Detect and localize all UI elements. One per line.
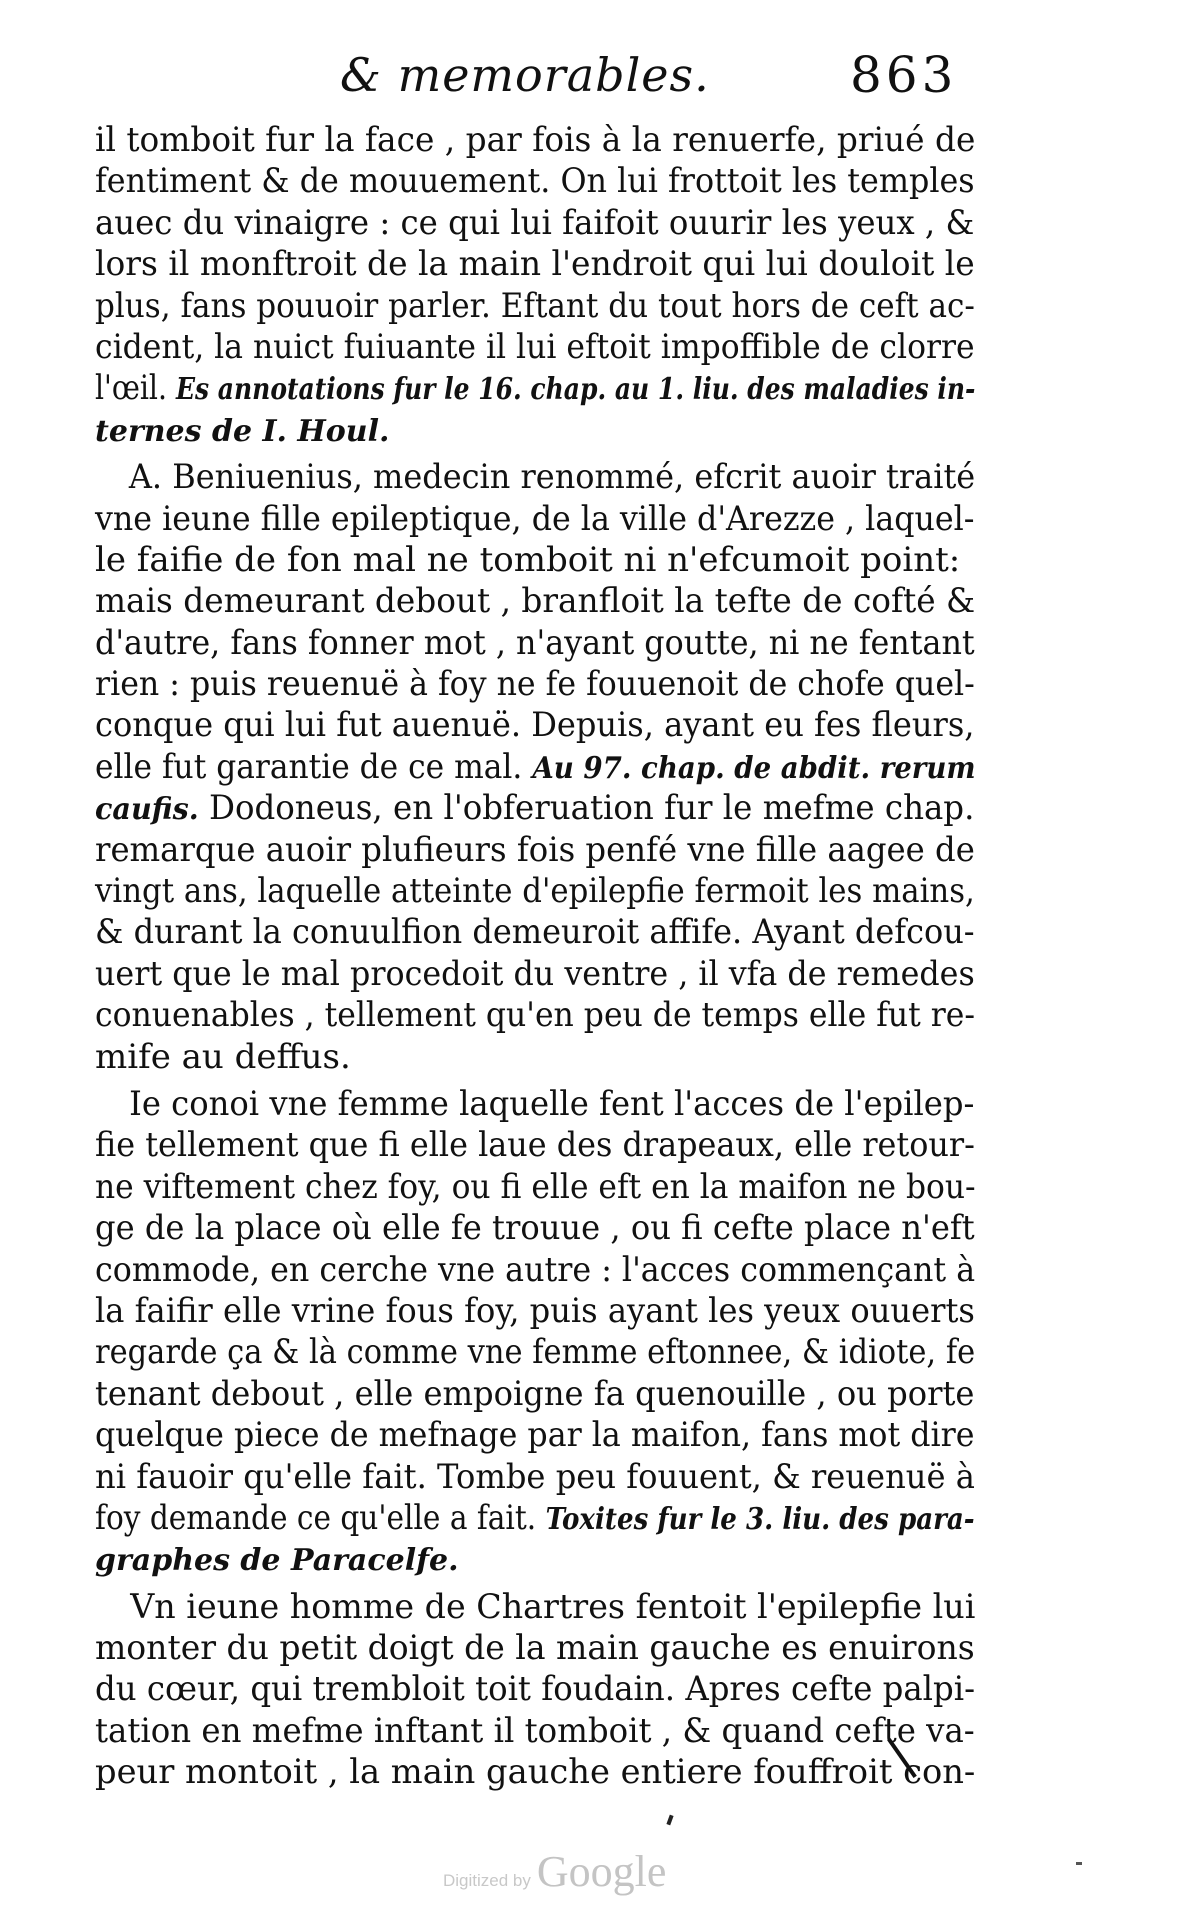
text-line [95, 1249, 976, 1291]
text-line [95, 953, 975, 995]
line-text: & durant la conuulfion demeuroit affife. Ayant defcou- [95, 912, 975, 953]
text-line [95, 244, 975, 285]
running-head: & memorables. [340, 48, 710, 102]
line-text: tenant debout , elle empoigne fa quenouille , ou porte [95, 1373, 975, 1414]
text-line [95, 581, 976, 622]
line-text: cident, la nuict fuiuante il lui eftoit impoffible de clorre [95, 326, 975, 367]
line-text: il tomboit fur la face , par fois à la renuerfe, priué de [95, 120, 976, 160]
paragraph [95, 120, 975, 451]
text-line [95, 664, 975, 705]
line-text: elle fut garantie de ce mal. [95, 746, 533, 787]
line-text: uert que le mal procedoit du ventre , il vfa de remedes [95, 953, 975, 994]
text-line [95, 1166, 976, 1208]
ink-dot-mark [666, 1815, 673, 1826]
line-text: monter du petit doigt de la main gauche es enuirons [95, 1628, 975, 1669]
line-text: mife au deffus. [95, 1036, 351, 1077]
line-text: A. Beniuenius, medecin renommé, efcrit auoir traité [128, 457, 976, 498]
line-text: commode, en cerche vne autre : l'acces commençant à [95, 1249, 976, 1290]
text-line [95, 1586, 976, 1628]
line-text: conque qui lui fut auenuë. Depuis, ayant eu fes fleurs, [95, 705, 975, 746]
text-line [95, 788, 975, 829]
paragraph [95, 457, 975, 1078]
line-text: du cœur, qui trembloit toit foudain. Apres cefte palpi- [95, 1669, 976, 1710]
line-text: auec du vinaigre : ce qui lui faifoit ouurir les yeux , & [95, 202, 975, 243]
text-line [95, 1539, 975, 1580]
text-line [95, 120, 976, 161]
citation-text: graphes de Paracelfe. [95, 1543, 459, 1579]
text-line [95, 622, 975, 664]
watermark-digitized-by: Digitized by [443, 1871, 531, 1890]
text-line [95, 746, 976, 788]
citation-text: Es annotations fur le 16. chap. au 1. liu. des maladies in- [175, 372, 976, 408]
text-line [95, 1373, 975, 1415]
text-line [95, 912, 975, 953]
line-text: remarque auoir plufieurs fois penfé vne fille aagee de [95, 829, 975, 870]
line-text: ge de la place où elle fe trouue , ou fi cefte place n'eft [95, 1208, 975, 1249]
paragraph [95, 1587, 975, 1794]
citation-text: Au 97. chap. de abdit. rerum [532, 750, 976, 786]
text-line [95, 540, 975, 581]
line-text: vne ieune fille epileptique, de la ville d'Arezze , laquel- [95, 498, 975, 539]
text-line [95, 1669, 976, 1710]
text-line [95, 1208, 975, 1249]
line-text: Dodoneus, en l'obferuation fur le mefme chap. [198, 788, 975, 829]
line-text: plus, fans pouuoir parler. Eftant du tout hors de ceft ac- [95, 285, 975, 326]
line-text: regarde ça & là comme vne femme eftonnee, & idiote, fe [95, 1332, 976, 1373]
text-line [95, 326, 975, 368]
line-text: fentiment & de mouuement. On lui frottoit les temples [95, 161, 975, 202]
text-line [95, 1332, 976, 1373]
paragraph [95, 1084, 975, 1581]
text-line [95, 1037, 975, 1078]
text-line [95, 1497, 975, 1539]
text-line [95, 457, 976, 498]
text-line [95, 1290, 975, 1332]
line-text: l'œil. [95, 368, 176, 409]
digitization-watermark [443, 1846, 666, 1897]
line-text: ni fauoir qu'elle fait. Tombe peu fouuent, & reuenuë à [95, 1456, 975, 1497]
google-logo: Google [536, 1847, 667, 1896]
line-text: quelque piece de mefnage par la maifon, fans mot dire [95, 1415, 975, 1456]
text-line [95, 1628, 975, 1669]
line-text: rien : puis reuenuë à foy ne fe fouuenoit de chofe quel- [95, 664, 975, 705]
text-line [95, 368, 976, 409]
text-line [95, 1456, 975, 1498]
text-line [95, 1710, 975, 1752]
line-text: Ie conoi vne femme laquelle fent l'acces de l'epilep- [129, 1083, 975, 1124]
line-text: mais demeurant debout , branfloit la tefte de cofté & [95, 581, 976, 622]
text-line [95, 995, 976, 1036]
line-text: fie tellement que fi elle laue des drapeaux, elle retour- [95, 1125, 975, 1166]
ink-dash-mark [1076, 1862, 1082, 1865]
page-header [0, 48, 1191, 118]
line-text: Vn ieune homme de Chartres fentoit l'epilepfie lui [130, 1586, 976, 1627]
line-text: peur montoit , la main gauche entiere fouffroit con- [95, 1752, 976, 1793]
line-text: lors il monftroit de la main l'endroit qui lui douloit le [95, 244, 975, 285]
text-line [95, 829, 975, 871]
text-line [95, 285, 975, 327]
line-text: d'autre, fans fonner mot , n'ayant goutte, ni ne fentant [95, 622, 975, 663]
text-line [95, 410, 975, 451]
page-number: 863 [850, 46, 958, 104]
line-text: le faifie de fon mal ne tomboit ni n'efcumoit point: [95, 539, 961, 580]
text-line [95, 1083, 975, 1125]
body-text [95, 120, 975, 1794]
citation-text: ternes de I. Houl. [95, 413, 390, 449]
text-line [95, 1125, 975, 1166]
text-line [95, 1752, 976, 1793]
text-line [95, 498, 975, 540]
text-line [95, 705, 975, 746]
text-line [95, 161, 975, 202]
citation-text: caufis. [95, 792, 199, 828]
line-text: conuenables , tellement qu'en peu de temps elle fut re- [95, 995, 976, 1036]
line-text: la faifir elle vrine fous foy, puis ayant les yeux ouuerts [95, 1290, 975, 1331]
text-line [95, 871, 975, 912]
line-text: ne viftement chez foy, ou fi elle eft en la maifon ne bou- [95, 1166, 976, 1207]
line-text: vingt ans, laquelle atteinte d'epilepfie fermoit les mains, [95, 871, 975, 912]
text-line [95, 202, 975, 244]
citation-text: Toxites fur le 3. liu. des para- [545, 1501, 975, 1537]
text-line [95, 1415, 975, 1456]
line-text: tation en mefme inftant il tomboit , & quand cefte va- [95, 1710, 975, 1751]
line-text: foy demande ce qu'elle a fait. [95, 1497, 546, 1538]
